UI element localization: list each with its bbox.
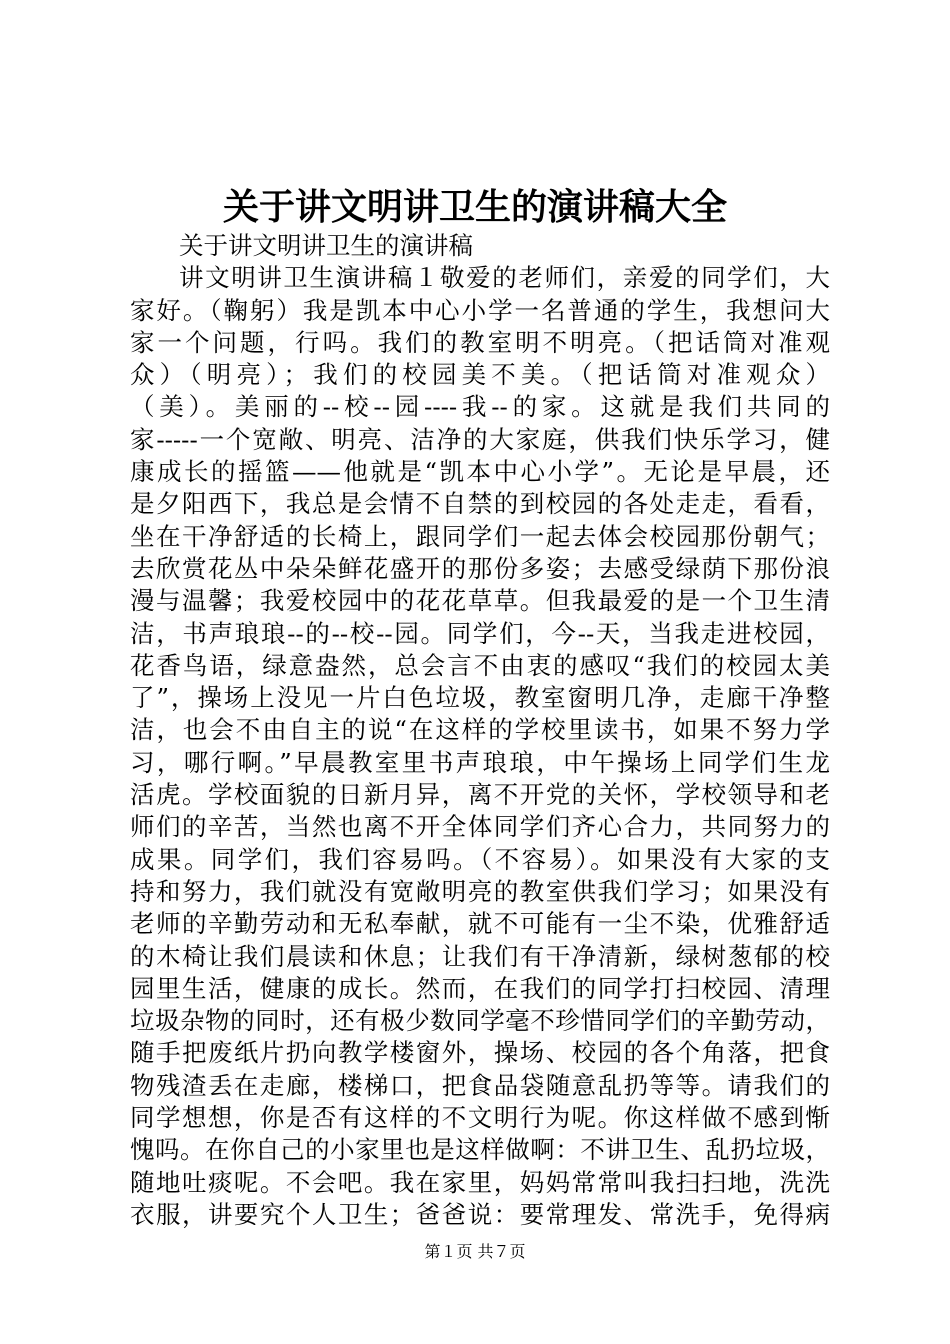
paragraph-line: 随手把废纸片扔向教学楼窗外，操场、校园的各个角落，把食 — [130, 1038, 830, 1068]
paragraph-line: 康成长的摇篮——他就是“凯本中心小学”。无论是早晨，还 — [130, 457, 830, 487]
page-footer: 第１页 共７页 — [424, 1242, 526, 1261]
paragraph-line: 愧吗。在你自己的小家里也是这样做啊：不讲卫生、乱扔垃圾， — [130, 1135, 830, 1165]
paragraph-line: 了”，操场上没见一片白色垃圾，教室窗明几净，走廊干净整 — [130, 683, 830, 713]
paragraph-line: 家-----一个宽敞、明亮、洁净的大家庭，供我们快乐学习，健 — [130, 424, 830, 454]
paragraph-line: 活虎。学校面貌的日新月异，离不开党的关怀，学校领导和老 — [130, 780, 830, 810]
paragraph-line: 同学想想，你是否有这样的不文明行为呢。你这样做不感到惭 — [130, 1103, 830, 1133]
paragraph-line: 家一个问题，行吗。我们的教室明不明亮。（把话筒对准观 — [130, 327, 830, 357]
paragraph-line: 园里生活，健康的成长。然而，在我们的同学打扫校园、清理 — [130, 973, 830, 1003]
paragraph-line: 是夕阳西下，我总是会情不自禁的到校园的各处走走，看看， — [130, 489, 830, 519]
paragraph-line: 衣服，讲要究个人卫生；爸爸说：要常理发、常洗手，免得病 — [130, 1199, 830, 1229]
paragraph-line: 众）（明亮）；我们的校园美不美。（把话筒对准观众） — [130, 360, 830, 390]
document-title: 关于讲文明讲卫生的演讲稿大全 — [222, 186, 727, 228]
paragraph-line: 随地吐痰呢。不会吧。我在家里，妈妈常常叫我扫扫地，洗洗 — [130, 1167, 830, 1197]
paragraph-line: 垃圾杂物的同时，还有极少数同学毫不珍惜同学们的辛勤劳动， — [130, 1006, 830, 1036]
document-body — [130, 230, 830, 1231]
paragraph-line: 老师的辛勤劳动和无私奉献，就不可能有一尘不染，优雅舒适 — [130, 909, 830, 939]
paragraph-line: 花香鸟语，绿意盎然，总会言不由衷的感叹“我们的校园太美 — [130, 650, 830, 680]
paragraph-line: 洁，也会不由自主的说“在这样的学校里读书，如果不努力学 — [130, 715, 830, 745]
paragraph-line: 漫与温馨；我爱校园中的花花草草。但我最爱的是一个卫生清 — [130, 586, 830, 616]
paragraph-line: （美）。美丽的--校--园----我--的家。这就是我们共同的 — [130, 392, 830, 422]
paragraph-line: 的木椅让我们晨读和休息；让我们有干净清新，绿树葱郁的校 — [130, 941, 830, 971]
paragraph-line: 习，哪行啊。”早晨教室里书声琅琅，中午操场上同学们生龙 — [130, 747, 830, 777]
paragraph-line: 家好。（鞠躬）我是凯本中心小学一名普通的学生，我想问大 — [130, 295, 830, 325]
paragraph-line: 去欣赏花丛中朵朵鲜花盛开的那份多姿；去感受绿荫下那份浪 — [130, 553, 830, 583]
paragraph-line: 持和努力，我们就没有宽敞明亮的教室供我们学习；如果没有 — [130, 876, 830, 906]
paragraph-line: 师们的辛苦，当然也离不开全体同学们齐心合力，共同努力的 — [130, 812, 830, 842]
paragraph-line: 讲文明讲卫生演讲稿１敬爱的老师们，亲爱的同学们，大 — [179, 263, 830, 293]
subtitle-line: 关于讲文明讲卫生的演讲稿 — [179, 231, 473, 260]
paragraph-line: 成果。同学们，我们容易吗。（不容易）。如果没有大家的支 — [130, 844, 830, 874]
paragraph-line: 洁，书声琅琅--的--校--园。同学们，今--天，当我走进校园， — [130, 618, 830, 648]
paragraph-line: 物残渣丢在走廊，楼梯口，把食品袋随意乱扔等等。请我们的 — [130, 1070, 830, 1100]
paragraph-line: 坐在干净舒适的长椅上，跟同学们一起去体会校园那份朝气； — [130, 521, 830, 551]
